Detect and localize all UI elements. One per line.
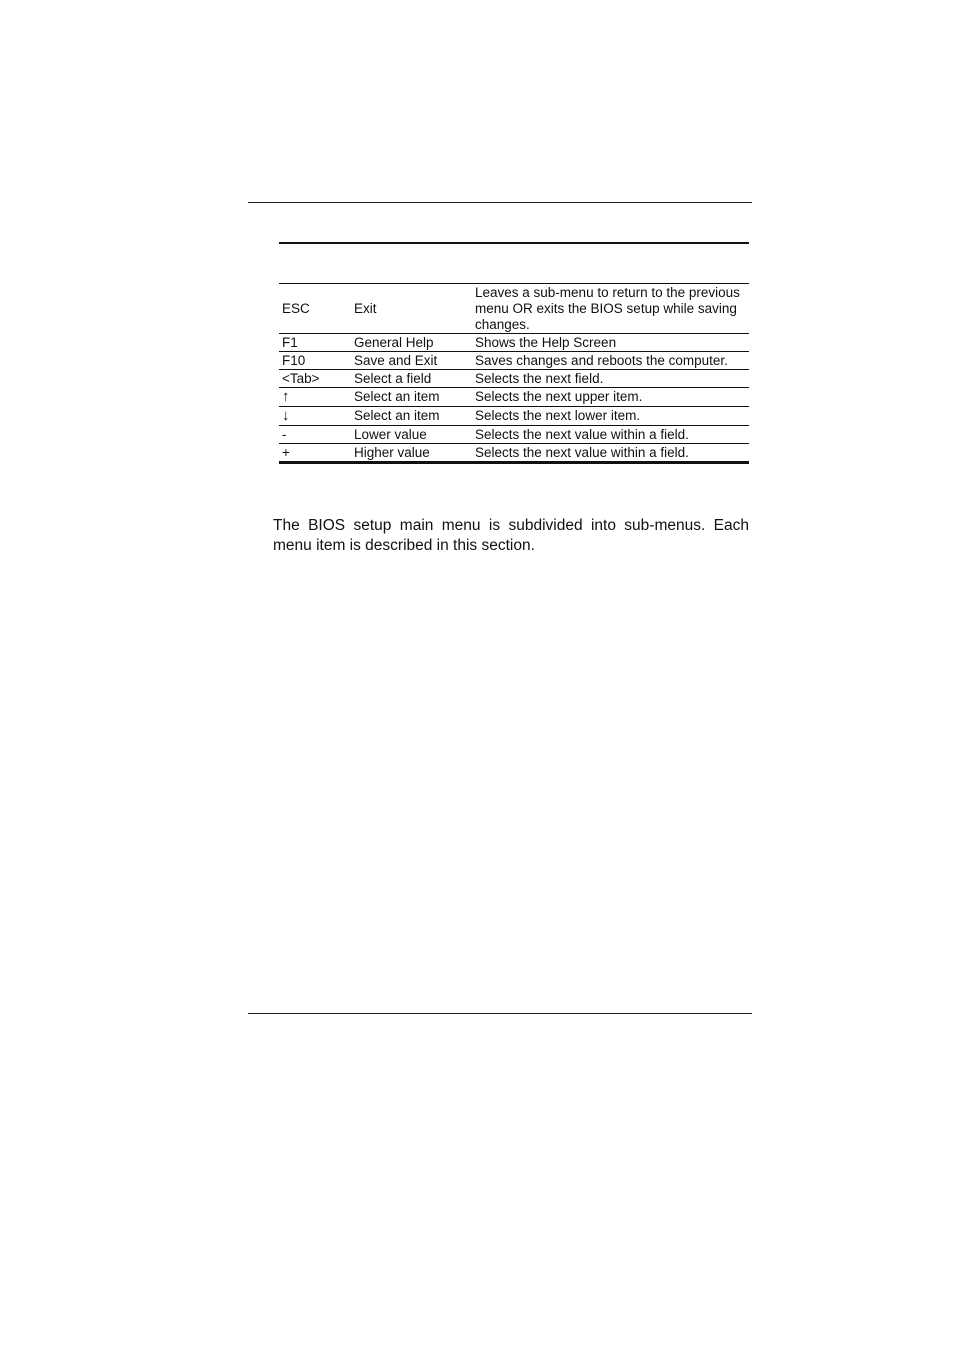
key-cell: F10 bbox=[279, 351, 351, 369]
key-cell: F1 bbox=[279, 333, 351, 351]
description-cell: Saves changes and reboots the computer. bbox=[472, 351, 749, 369]
footer-rule bbox=[248, 1013, 752, 1014]
description-column-header bbox=[472, 243, 749, 283]
key-cell: + bbox=[282, 444, 290, 460]
key-cell bbox=[279, 387, 351, 406]
function-cell: Lower value bbox=[351, 425, 472, 443]
key-column-header bbox=[279, 243, 351, 283]
function-cell: Select an item bbox=[351, 387, 472, 406]
body-paragraph: The BIOS setup main menu is subdivided into sub-menus. Each menu item is described in this section. bbox=[273, 517, 749, 554]
description-cell: Leaves a sub-menu to return to the previous menu OR exits the BIOS setup while saving changes. bbox=[472, 283, 749, 333]
table-row bbox=[279, 425, 749, 443]
description-cell: Selects the next value within a field. bbox=[475, 444, 689, 460]
key-cell: - bbox=[279, 425, 351, 443]
function-cell: Select a field bbox=[351, 369, 472, 387]
table-row bbox=[279, 333, 749, 351]
description-cell: Selects the next upper item. bbox=[472, 387, 749, 406]
table-row bbox=[279, 406, 749, 425]
function-cell: Higher value bbox=[354, 444, 430, 460]
description-cell: Selects the next lower item. bbox=[472, 406, 749, 425]
function-cell: Exit bbox=[351, 283, 472, 333]
function-cell: Save and Exit bbox=[351, 351, 472, 369]
header-rule bbox=[248, 202, 752, 203]
table-row bbox=[279, 351, 749, 369]
key-cell: ESC bbox=[279, 283, 351, 333]
arrow-down-icon: ↓ bbox=[282, 407, 290, 424]
description-cell: Selects the next field. bbox=[472, 369, 749, 387]
function-column-header bbox=[351, 243, 472, 283]
description-cell: Shows the Help Screen bbox=[472, 333, 749, 351]
table-row bbox=[279, 283, 749, 333]
key-cell: <Tab> bbox=[279, 369, 351, 387]
function-cell: General Help bbox=[351, 333, 472, 351]
arrow-up-icon: ↑ bbox=[282, 388, 290, 405]
table-row bbox=[279, 443, 749, 462]
bios-keys-table bbox=[279, 242, 749, 464]
description-cell: Selects the next value within a field. bbox=[472, 425, 749, 443]
table-row bbox=[279, 387, 749, 406]
function-cell: Select an item bbox=[351, 406, 472, 425]
key-cell bbox=[279, 406, 351, 425]
table-row bbox=[279, 369, 749, 387]
table-header-row bbox=[279, 243, 749, 283]
